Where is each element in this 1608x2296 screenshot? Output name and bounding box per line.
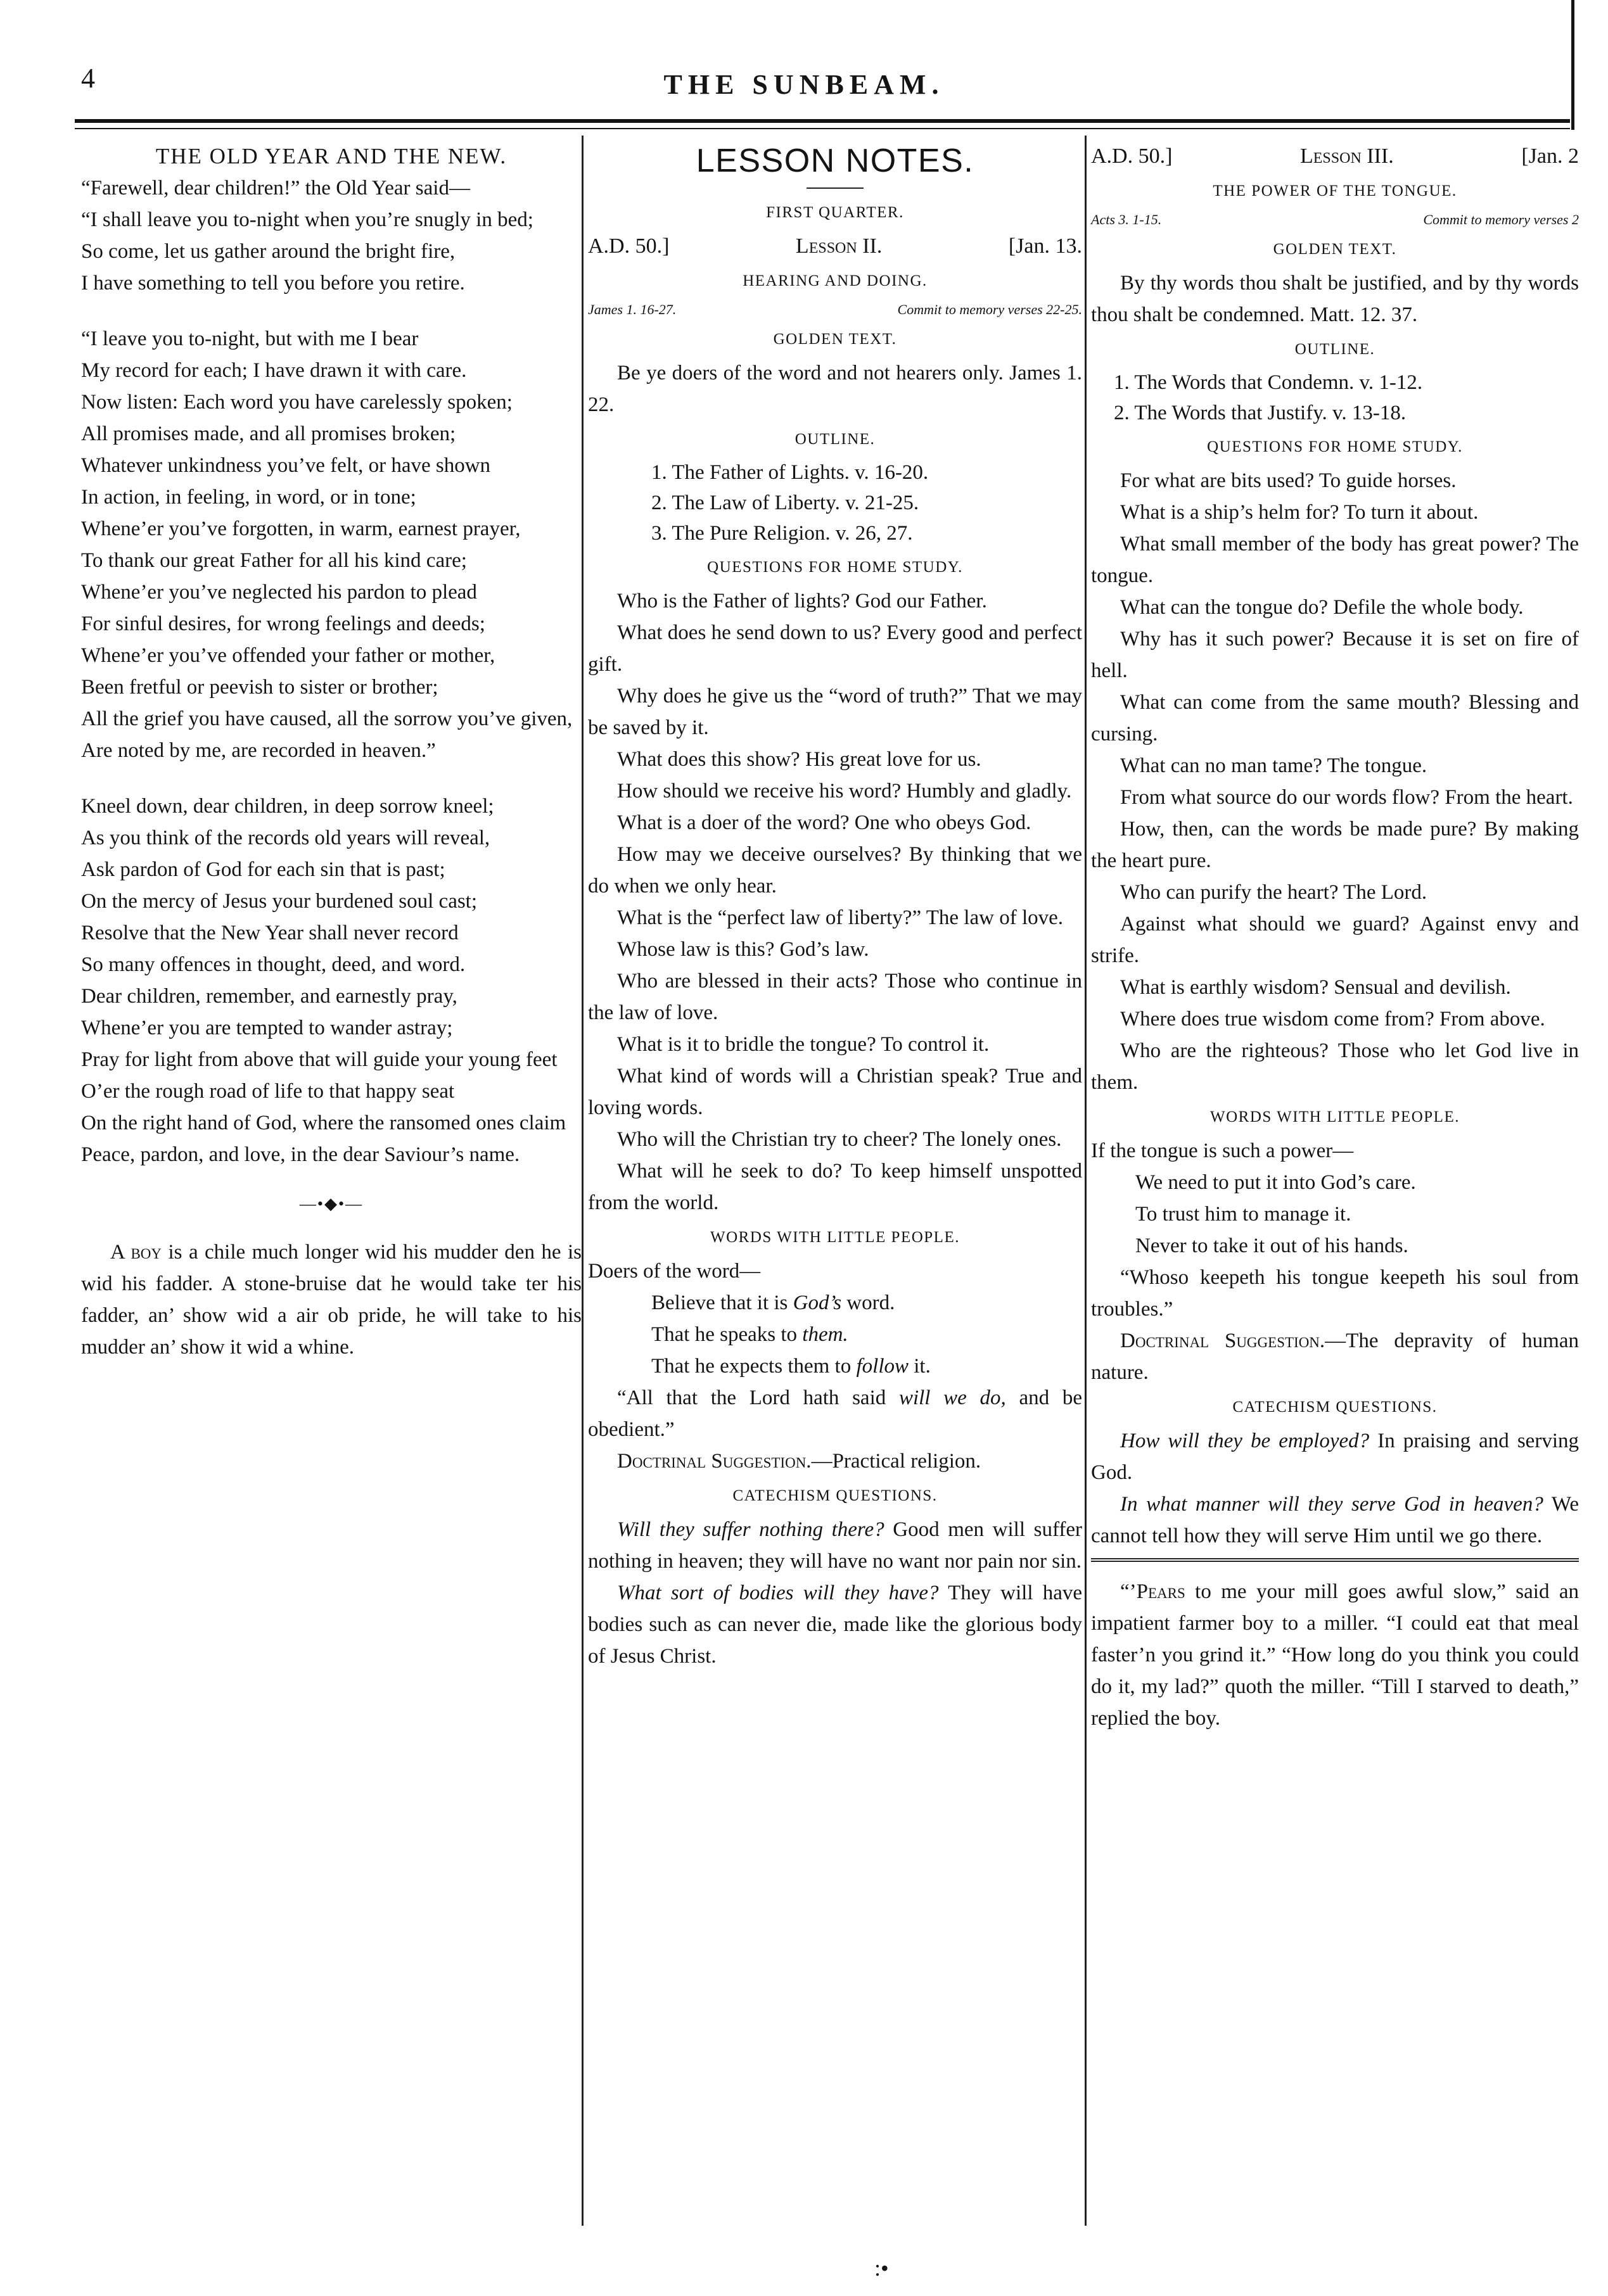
question-item: What is it to bridle the tongue? To control it.	[617, 1033, 990, 1056]
words-intro: Doers of the word—	[588, 1260, 761, 1283]
outline-item: 1. The Father of Lights. v. 16-20.	[651, 461, 929, 484]
question-item: What does this show? His great love for us.	[617, 748, 981, 771]
question-item: What can no man tame? The tongue.	[1120, 754, 1427, 777]
poem-line: “Farewell, dear children!” the Old Year said—	[81, 177, 470, 200]
question-item: Who is the Father of lights? God our Father.	[617, 590, 987, 612]
words-text: Believe that it is	[651, 1291, 793, 1314]
poem-line: O’er the rough road of life to that happy seat	[81, 1080, 455, 1103]
outline-list	[588, 457, 1082, 549]
poem-line: Whene’er you’ve forgotten, in warm, earnest prayer,	[81, 517, 521, 540]
poem-line: All promises made, and all promises broken;	[81, 422, 456, 445]
question-item: What can come from the same mouth? Blessing and cursing.	[1091, 691, 1579, 745]
words-line: We need to put it into God’s care.	[1135, 1171, 1416, 1194]
poem-line: So come, let us gather around the bright fire,	[81, 240, 456, 263]
poem-line: Ask pardon of God for each sin that is past;	[81, 858, 445, 881]
catechism-heading: CATECHISM QUESTIONS.	[1232, 1399, 1438, 1416]
question-item: What does he send down to us? Every good and perfect gift.	[588, 621, 1082, 676]
question-item: How, then, can the words be made pure? By making the heart pure.	[1091, 818, 1579, 872]
poem-line: Pray for light from above that will guide your young feet	[81, 1048, 558, 1071]
words-line	[588, 1350, 1082, 1382]
outline-item: 1. The Words that Condemn. v. 1-12.	[1114, 371, 1423, 394]
outline-heading: OUTLINE.	[1294, 341, 1375, 358]
catechism-answer: In praising and serving God.	[1091, 1430, 1579, 1484]
stanza-gap	[81, 766, 582, 790]
question-item: What is earthly wisdom? Sensual and devilish.	[1120, 976, 1511, 999]
poem-line: So many offences in thought, deed, and word.	[81, 953, 466, 976]
anecdote-text: to me your mill goes awful slow,” said an impatient farmer boy to a miller. “I could eat that meal faster’n you grind it.” “How long do you think you could do it, my lad?” quoth the miller. “Till I starved to death,” replied the boy.	[1091, 1580, 1579, 1730]
poem-line: On the mercy of Jesus your burdened soul cast;	[81, 890, 478, 913]
question-item: From what source do our words flow? From the heart.	[1120, 786, 1573, 809]
golden-text: Be ye doers of the word and not hearers only. James 1. 22.	[588, 362, 1082, 416]
poem-line: Whene’er you are tempted to wander astray;	[81, 1017, 453, 1039]
double-rule	[1091, 1558, 1579, 1559]
catechism-answer: They will have bodies such as can never die, made like the glorious body of Jesus Christ.	[588, 1582, 1083, 1668]
words-line: To trust him to manage it.	[1135, 1203, 1351, 1226]
question-item: Where does true wisdom come from? From above.	[1120, 1008, 1545, 1031]
question-item: Why does he give us the “word of truth?” That we may be saved by it.	[588, 685, 1082, 739]
title-rule	[807, 187, 864, 189]
page-number: 4	[81, 63, 95, 94]
scripture-ref	[1091, 209, 1579, 231]
masthead-title: THE SUNBEAM.	[663, 69, 945, 100]
question-item: Why has it such power? Because it is set on fire of hell.	[1091, 628, 1579, 682]
joke-paragraph	[81, 1236, 582, 1363]
catechism-heading: CATECHISM QUESTIONS.	[732, 1487, 938, 1504]
outline-heading: OUTLINE.	[794, 431, 876, 448]
poem-line: Whene’er you’ve neglected his pardon to plead	[81, 581, 477, 604]
catechism-question: In what manner will they serve God in heaven?	[1120, 1493, 1543, 1516]
ornament-divider: —•◆•—	[299, 1195, 364, 1213]
question-item: Whose law is this? God’s law.	[617, 938, 869, 961]
poem-line: Now listen: Each word you have carelessly spoken;	[81, 391, 513, 414]
poem-line: To thank our great Father for all his kind care;	[81, 549, 467, 572]
question-item: What will he seek to do? To keep himself unspotted from the world.	[588, 1160, 1082, 1214]
doctrinal-label: Doctrinal Suggestion.	[617, 1450, 812, 1473]
words-intro: If the tongue is such a power—	[1091, 1139, 1354, 1162]
question-item: What is the “perfect law of liberty?” The law of love.	[617, 906, 1064, 929]
poem-line: On the right hand of God, where the ransomed ones claim	[81, 1112, 566, 1134]
golden-text-heading: GOLDEN TEXT.	[773, 331, 897, 348]
catechism-item	[1091, 1425, 1579, 1488]
words-quote: “Whoso keepeth his tongue keepeth his soul from troubles.”	[1091, 1266, 1579, 1321]
lesson-day: [Jan. 2	[1521, 144, 1579, 168]
quarter-heading: FIRST QUARTER.	[766, 204, 904, 221]
catechism-item	[588, 1514, 1082, 1577]
words-text: word.	[841, 1291, 895, 1314]
outline-item: 2. The Law of Liberty. v. 21-25.	[651, 492, 919, 514]
lesson-notes-title: LESSON NOTES.	[696, 143, 974, 179]
catechism-question: How will they be employed?	[1120, 1430, 1370, 1452]
questions-heading: QUESTIONS FOR HOME STUDY.	[1207, 438, 1463, 455]
question-item: For what are bits used? To guide horses.	[1120, 469, 1457, 492]
anecdote-lead: “’Pears	[1120, 1580, 1185, 1603]
poem-line: In action, in feeling, in word, or in tone;	[81, 486, 416, 509]
poem-line: I have something to tell you before you retire.	[81, 272, 465, 295]
words-text: That he speaks to	[651, 1323, 803, 1346]
poem-title: THE OLD YEAR AND THE NEW.	[155, 144, 507, 168]
question-item: What is a doer of the word? One who obeys God.	[617, 811, 1031, 834]
words-quote	[588, 1382, 1082, 1445]
question-item: How should we receive his word? Humbly and gladly.	[617, 780, 1072, 802]
questions-list	[1091, 465, 1579, 1098]
lesson-line	[1091, 141, 1579, 172]
memory-verses: Commit to memory verses 2	[1423, 212, 1579, 227]
question-item: What small member of the body has great power? The tongue.	[1091, 533, 1579, 587]
scripture-passage: Acts 3. 1-15.	[1091, 212, 1162, 227]
anecdote-paragraph	[1091, 1576, 1579, 1734]
doctrinal-text: —Practical religion.	[811, 1450, 981, 1473]
poem	[81, 172, 582, 1170]
words-text: That he expects them to	[651, 1355, 857, 1378]
poem-line: Kneel down, dear children, in deep sorrow kneel;	[81, 795, 494, 818]
question-item: Who can purify the heart? The Lord.	[1120, 881, 1427, 904]
catechism-answer: We cannot tell how they will serve Him until we go there.	[1091, 1493, 1579, 1547]
lesson-date: A.D. 50.]	[1091, 144, 1173, 168]
doctrinal-label: Doctrinal Suggestion.	[1120, 1329, 1325, 1352]
words-text: and be obedient.”	[588, 1386, 1082, 1441]
stanza-gap	[81, 299, 582, 323]
poem-line: Are noted by me, are recorded in heaven.”	[81, 739, 436, 762]
lesson-line	[588, 231, 1082, 262]
catechism-item	[588, 1577, 1082, 1672]
lesson-subject: THE POWER OF THE TONGUE.	[1213, 182, 1457, 200]
words-line: Never to take it out of his hands.	[1135, 1234, 1408, 1257]
poem-line: Whatever unkindness you’ve felt, or have shown	[81, 454, 491, 477]
poem-line: “I shall leave you to-night when you’re snugly in bed;	[81, 208, 533, 231]
poem-line: All the grief you have caused, all the sorrow you’ve given,	[81, 707, 573, 730]
catechism-answer: Good men will suffer nothing in heaven; they will have no want nor pain nor sin.	[588, 1518, 1082, 1573]
question-item: What can the tongue do? Defile the whole body.	[1120, 596, 1524, 619]
catechism-item	[1091, 1488, 1579, 1552]
poem-line: Peace, pardon, and love, in the dear Saviour’s name.	[81, 1143, 520, 1166]
golden-text-heading: GOLDEN TEXT.	[1273, 241, 1397, 258]
outline-item: 2. The Words that Justify. v. 13-18.	[1114, 402, 1407, 424]
question-item: What kind of words will a Christian speak? True and loving words.	[588, 1065, 1082, 1119]
lesson-number: Lesson III.	[1300, 144, 1394, 168]
double-rule	[1091, 1561, 1579, 1562]
catechism-question: Will they suffer nothing there?	[617, 1518, 884, 1541]
words-emph: will we do,	[898, 1386, 1006, 1409]
lesson-subject: HEARING AND DOING.	[743, 272, 928, 289]
words-emph: God’s	[793, 1291, 842, 1314]
words-emph: follow	[856, 1355, 909, 1378]
poem-line: Dear children, remember, and earnestly pray,	[81, 985, 457, 1008]
poem-line: As you think of the records old years will reveal,	[81, 827, 490, 849]
words-text: it.	[909, 1355, 931, 1378]
doctrinal-suggestion	[1091, 1325, 1579, 1388]
lesson-date: A.D. 50.]	[588, 234, 670, 258]
poem-line: Resolve that the New Year shall never record	[81, 922, 459, 944]
words-heading: WORDS WITH LITTLE PEOPLE.	[710, 1229, 960, 1246]
question-item: Against what should we guard? Against envy and strife.	[1091, 913, 1579, 967]
outline-list	[1091, 367, 1579, 428]
words-line	[588, 1319, 1082, 1350]
questions-heading: QUESTIONS FOR HOME STUDY.	[707, 559, 963, 576]
poem-line: Whene’er you’ve offended your father or mother,	[81, 644, 495, 667]
joke-text: is a chile much longer wid his mudder den he is wid his fadder. A stone-bruise dat he would take ter his fadder, an’ show wid a air ob pride, he will take to his mudder an’ show it wid a whine.	[81, 1241, 582, 1359]
scripture-passage: James 1. 16-27.	[588, 301, 677, 317]
poem-line: My record for each; I have drawn it with care.	[81, 359, 467, 382]
poem-line: Been fretful or peevish to sister or brother;	[81, 676, 438, 699]
joke-lead: A boy	[110, 1241, 162, 1264]
lesson-day: [Jan. 13.	[1008, 234, 1082, 258]
words-text: “All that the Lord hath said	[617, 1386, 899, 1409]
question-item: How may we deceive ourselves? By thinking that we do when we only hear.	[588, 843, 1082, 897]
questions-list	[588, 585, 1082, 1219]
header-rule-thin	[75, 128, 1570, 129]
poem-line: “I leave you to-night, but with me I bear	[81, 327, 419, 350]
golden-text: By thy words thou shalt be justified, and by thy words thou shalt be condemned. Matt. 12. 37.	[1091, 272, 1579, 326]
words-emph: them.	[802, 1323, 848, 1346]
column-divider	[582, 136, 584, 2226]
question-item: Who will the Christian try to cheer? The lonely ones.	[617, 1128, 1062, 1151]
question-item: What is a ship’s helm for? To turn it about.	[1120, 501, 1479, 524]
doctrinal-text: —The depravity of human nature.	[1091, 1329, 1579, 1384]
column-divider	[1085, 136, 1087, 2226]
question-item: Who are blessed in their acts? Those who continue in the law of love.	[588, 970, 1082, 1024]
words-heading: WORDS WITH LITTLE PEOPLE.	[1210, 1108, 1460, 1126]
words-line	[588, 1287, 1082, 1319]
right-column	[1091, 141, 1579, 1734]
left-column	[81, 141, 582, 1363]
scripture-ref	[588, 299, 1082, 320]
edge-rule	[1571, 0, 1574, 130]
outline-item: 3. The Pure Religion. v. 26, 27.	[651, 522, 913, 545]
header-rule	[75, 119, 1570, 123]
question-item: Who are the righteous? Those who let God live in them.	[1091, 1039, 1579, 1094]
lesson-number: Lesson II.	[795, 234, 883, 258]
poem-line: For sinful desires, for wrong feelings and deeds;	[81, 612, 485, 635]
middle-column	[588, 141, 1082, 1672]
footer-marks: :•	[874, 2255, 889, 2281]
doctrinal-suggestion	[588, 1445, 1082, 1477]
catechism-question: What sort of bodies will they have?	[617, 1582, 939, 1604]
memory-verses: Commit to memory verses 22-25.	[897, 301, 1082, 317]
